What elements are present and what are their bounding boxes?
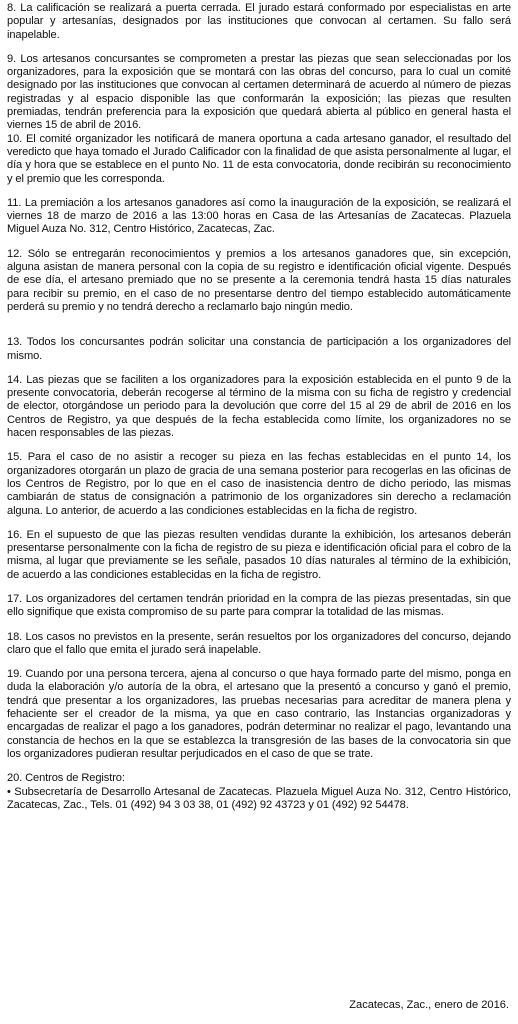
clause-13: 13. Todos los concursantes podrán solicitar una constancia de participación a los organizadores del mismo.: [7, 336, 511, 362]
clause-11: 11. La premiación a los artesanos ganadores así como la inauguración de la exposición, se realizará el viernes 18 de marzo de 2016 a las 13:00 horas en Casa de las Artesanías de Zacatecas. Plazuela Miguel Auza No. 312, Centro Histórico, Zacatecas, Zac.: [7, 196, 511, 236]
registration-center-item: • Subsecretaría de Desarrollo Artesanal de Zacatecas. Plazuela Miguel Auza No. 312, Centro Histórico, Zacatecas, Zac., Tels. 01 (492) 94 3 03 38, 01 (492) 92 43723 y 01 (492) 92 54478.: [7, 785, 511, 811]
clause-17: 17. Los organizadores del certamen tendrán prioridad en la compra de las piezas presentadas, sin que ello signifique que exista compromiso de su parte para comprar la totalidad de las mismas.: [7, 592, 511, 619]
clause-20-heading: 20. Centros de Registro:: [7, 772, 125, 785]
clause-19: 19. Cuando por una persona tercera, ajena al concurso o que haya formado parte del mismo, ponga en duda la elaboración y/o autoría de la obra, el artesano que la presentó a concurso y ganó el premio, tendrá que presentar a los organizadores, las pruebas necesarias para acreditar de manera plena y fehaciente ser el creador de la misma, ya que en caso contrario, las Instancias organizadoras y encargadas de realizar el pago a los ganadores, podrán determinar no realizar el pago, levantando una constancia de hechos en la que se establezca la transgresión de las bases de la convocatoria sin que los organizadores pudieran resultar perjudicados en el caso de que se trate.: [7, 668, 511, 760]
clause-12: 12. Sólo se entregarán reconocimientos y premios a los artesanos ganadores que, sin excepción, alguna asistan de manera personal con la copia de su registro e identificación oficial vigente. Después de ese día, el artesano premiado que no se presente a la ceremonia tendrá hasta 15 días naturales para recibir su premio, en el caso de no presentarse dentro del tiempo establecido automáticamente perderá su premio y no tendrá derecho a reclamarlo bajo ningún medio.: [7, 247, 511, 313]
clause-16: 16. En el supuesto de que las piezas resulten vendidas durante la exhibición, los artesanos deberán presentarse personalmente con la ficha de registro de su pieza e identificación oficial para el cobro de la misma, al lugar que previamente se les señale, pasados 10 días naturales al término de la exhibición, de acuerdo a las condiciones establecidas en la ficha de registro.: [7, 528, 511, 581]
clause-18: 18. Los casos no previstos en la presente, serán resueltos por los organizadores del concurso, dejando claro que el fallo que emita el jurado será inapelable.: [7, 630, 511, 656]
clause-14: 14. Las piezas que se faciliten a los organizadores para la exposición establecida en el punto 9 de la presente convocatoria, deberán recogerse al término de la misma con su ficha de registro y credencial de elector, otorgándose un periodo para la devolución que corre del 15 al 29 de abril de 2016 en los Centros de Registro, ya que después de la fecha establecida como límite, los organizadores no se hacen responsables de las piezas.: [7, 373, 511, 440]
document-body: [7, 2, 511, 812]
clause-9: 9. Los artesanos concursantes se comprometen a prestar las piezas que sean seleccionadas por los organizadores, para la exposición que se montará con las obras del concurso, para lo cual un comité designado por las instituciones que convocan al certamen determinará de acuerdo al número de piezas registradas y al espacio disponible las que conformarán la exposición; las piezas que resulten premiadas, tendrán preferencia para la exposición que quedará abierta al público en general hasta el viernes 15 de abril de 2016.: [7, 52, 511, 132]
clause-10: 10. El comité organizador les notificará de manera oportuna a cada artesano ganador, el resultado del veredicto que haya tomado el Jurado Calificador con la finalidad de que asista personalmente al lugar, el día y hora que se establece en el punto No. 11 de esta convocatoria, donde recibirán su reconocimiento y el premio que les corresponda.: [7, 132, 511, 185]
place-date-signoff: Zacatecas, Zac., enero de 2016.: [349, 999, 509, 1011]
clause-15: 15. Para el caso de no asistir a recoger su pieza en las fechas establecidas en el punto 14, los organizadores otorgarán un plazo de gracia de una semana posterior para recogerlas en las oficinas de los Centros de Registro, por lo que en el caso de inasistencia dentro de dicho periodo, las mismas cambiarán de status de consignación a patrimonio de los organizadores sin derecho a reclamación alguna. Lo anterior, de acuerdo a las condiciones establecidas en la ficha de registro.: [7, 451, 511, 517]
clause-8: 8. La calificación se realizará a puerta cerrada. El jurado estará conformado por especialistas en arte popular y artesanías, designados por las instituciones que convocan al certamen. Su fallo será inapelable.: [7, 2, 511, 41]
